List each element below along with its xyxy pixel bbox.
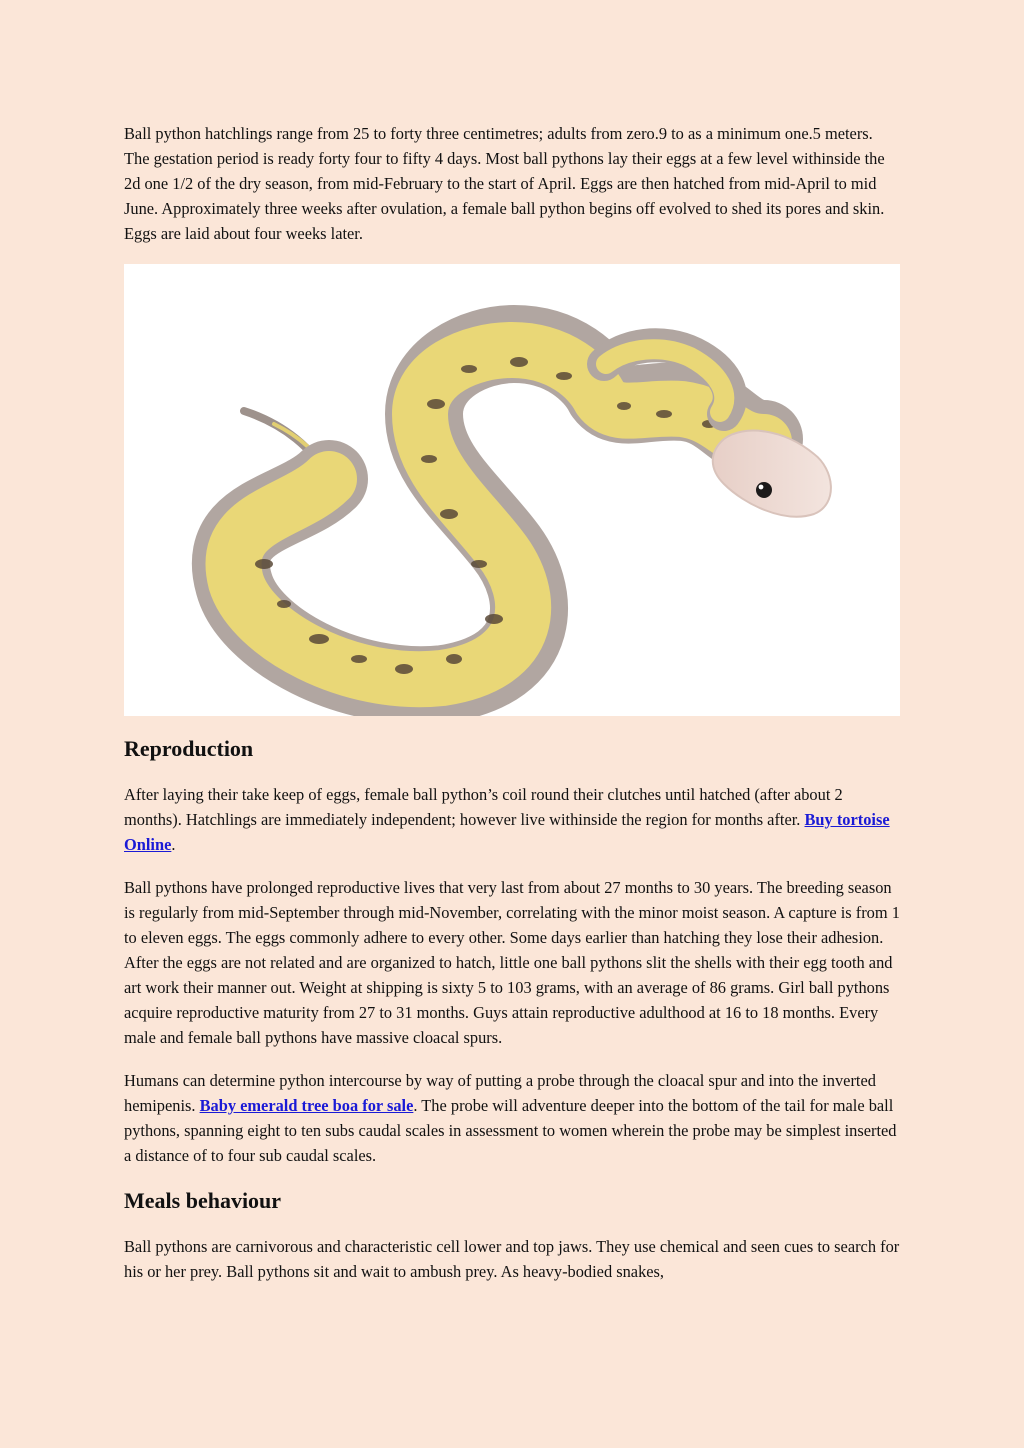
reproduction-p3-text: Humans can determine python intercourse by way of putting a probe through the cloacal spur and into the inverted hemipenis. <box>124 1071 876 1115</box>
reproduction-paragraph-1 <box>124 782 900 857</box>
reproduction-paragraph-2: Ball pythons have prolonged reproductive lives that very last from about 27 months to 30 years. The breeding season is regularly from mid-September through mid-November, correlating with the minor moist season. A capture is from 1 to eleven eggs. The eggs commonly adhere to every other. Some days earlier than hatching they lose their adhesion. After the eggs are not related and are organized to hatch, little one ball pythons slit the shells with their egg tooth and art work their manner out. Weight at shipping is sixty 5 to 103 grams, with an average of 86 grams. Girl ball pythons acquire reproductive maturity from 27 to 31 months. Guys attain reproductive adulthood at 16 to 18 months. Every male and female ball pythons have massive cloacal spurs. <box>124 878 900 1047</box>
emerald-tree-boa-link[interactable]: Baby emerald tree boa for sale <box>199 1096 414 1115</box>
heading-reproduction: Reproduction <box>124 736 254 761</box>
reproduction-p3-end: . The probe will adventure deeper into the bottom of the tail for male ball pythons, spanning eight to ten subs caudal scales in assessment to women wherein the probe may be simplest inserted a distance of to four sub caudal scales. <box>124 1096 897 1165</box>
document-content <box>124 121 900 1284</box>
buy-tortoise-link[interactable]: Buy tortoise Online <box>124 810 890 854</box>
ball-python-photo <box>124 264 900 716</box>
meals-paragraph-1: Ball pythons are carnivorous and characteristic cell lower and top jaws. They use chemical and seen cues to search for his or her prey. Ball pythons sit and wait to ambush prey. As heavy-bodied snakes, <box>124 1237 900 1281</box>
reproduction-p1-text: After laying their take keep of eggs, female ball python’s coil round their clutches until hatched (after about 2 months). Hatchlings are immediately independent; however live withinside the region for months after. <box>124 785 843 829</box>
heading-meals-behaviour: Meals behaviour <box>124 1188 282 1213</box>
ball-python-illustration <box>124 264 900 716</box>
intro-paragraph: Ball python hatchlings range from 25 to forty three centimetres; adults from zero.9 to as a minimum one.5 meters. The gestation period is ready forty four to fifty 4 days. Most ball pythons lay their eggs at a few level withinside the 2d one 1/2 of the dry season, from mid-February to the start of April. Eggs are then hatched from mid-April to mid June. Approximately three weeks after ovulation, a female ball python begins off evolved to shed its pores and skin. Eggs are laid about four weeks later. <box>124 124 885 243</box>
reproduction-p1-end: . <box>171 835 176 854</box>
reproduction-paragraph-3 <box>124 1068 900 1168</box>
